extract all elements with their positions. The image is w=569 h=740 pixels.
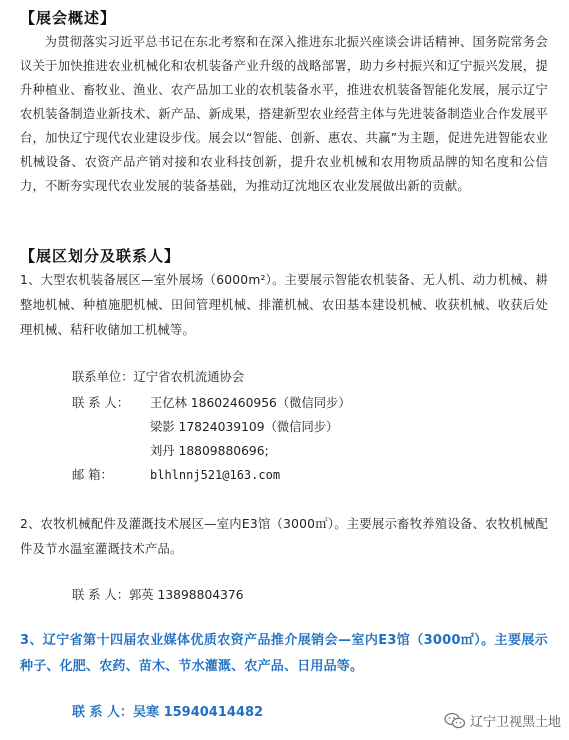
zone1-contact-3: 刘丹 18809880696; (150, 444, 269, 458)
zone2-contact: 联 系 人：郭英 13898804376 (72, 588, 244, 602)
zone3-description: 3、辽宁省第十四届农业媒体优质农资产品推介展销会—室内E3馆（3000㎡）。主要展示种子、化肥、农药、苗木、节水灌溉、农产品、日用品等。 (20, 633, 548, 674)
zones-heading: 【展区划分及联系人】 (20, 247, 181, 265)
zone2-description: 2、农牧机械配件及灌溉技术展区—室内E3馆（3000㎡）。主要展示畜牧养殖设备、农牧机械配件及节水温室灌溉技术产品。 (20, 517, 548, 556)
zone1-description: 1、大型农机装备展区—室外展场（6000m²）。主要展示智能农机装备、无人机、动力机械、耕整地机械、种植施肥机械、田间管理机械、排灌机械、农田基本建设机械、收获机械、收获后处理机械、秸秆收储加工机械等。 (20, 273, 548, 337)
zone1-email[interactable]: blhlnnj521@163.com (150, 468, 281, 482)
zone1-contact-label: 联 系 人： (72, 396, 130, 410)
overview-paragraph: 为贯彻落实习近平总书记在东北考察和在深入推进东北振兴座谈会讲话精神、国务院常务会议关于加快推进农业机械化和农机装备产业升级的战略部署，助力乡村振兴和辽宁振兴发展，提升种植业、畜牧业、渔业、农产品加工业的农机装备水平，推进农机装备智能化发展，展示辽宁农机装备制造业新技术、新产品、新成果，搭建新型农业经营主体与先进装备制造业合作发展平台，加快辽宁现代农业建设步伐。展会以“智能、创新、惠农、共赢”为主题，促进先进智能农业机械设备、农资产品产销对接和农业科技创新，提升农业机械和农用物质品牌的知名度和公信力，不断夯实现代农业发展的装备基础，为推动辽沈地区农业发展做出新的贡献。 (20, 35, 548, 193)
zone1-contact-2: 梁影 17824039109（微信同步） (150, 420, 339, 434)
zone3-contact: 联 系 人：吴寒 15940414482 (72, 705, 264, 720)
watermark (444, 711, 561, 730)
zone1-contact-1: 王亿林 18602460956（微信同步） (150, 396, 351, 410)
wechat-icon (444, 712, 466, 730)
zone1-unit: 联系单位：辽宁省农机流通协会 (72, 370, 245, 384)
watermark-text: 辽宁卫视黑土地 (469, 715, 561, 730)
overview-heading: 【展会概述】 (20, 9, 117, 27)
zone1-email-label: 邮 箱： (72, 468, 113, 482)
